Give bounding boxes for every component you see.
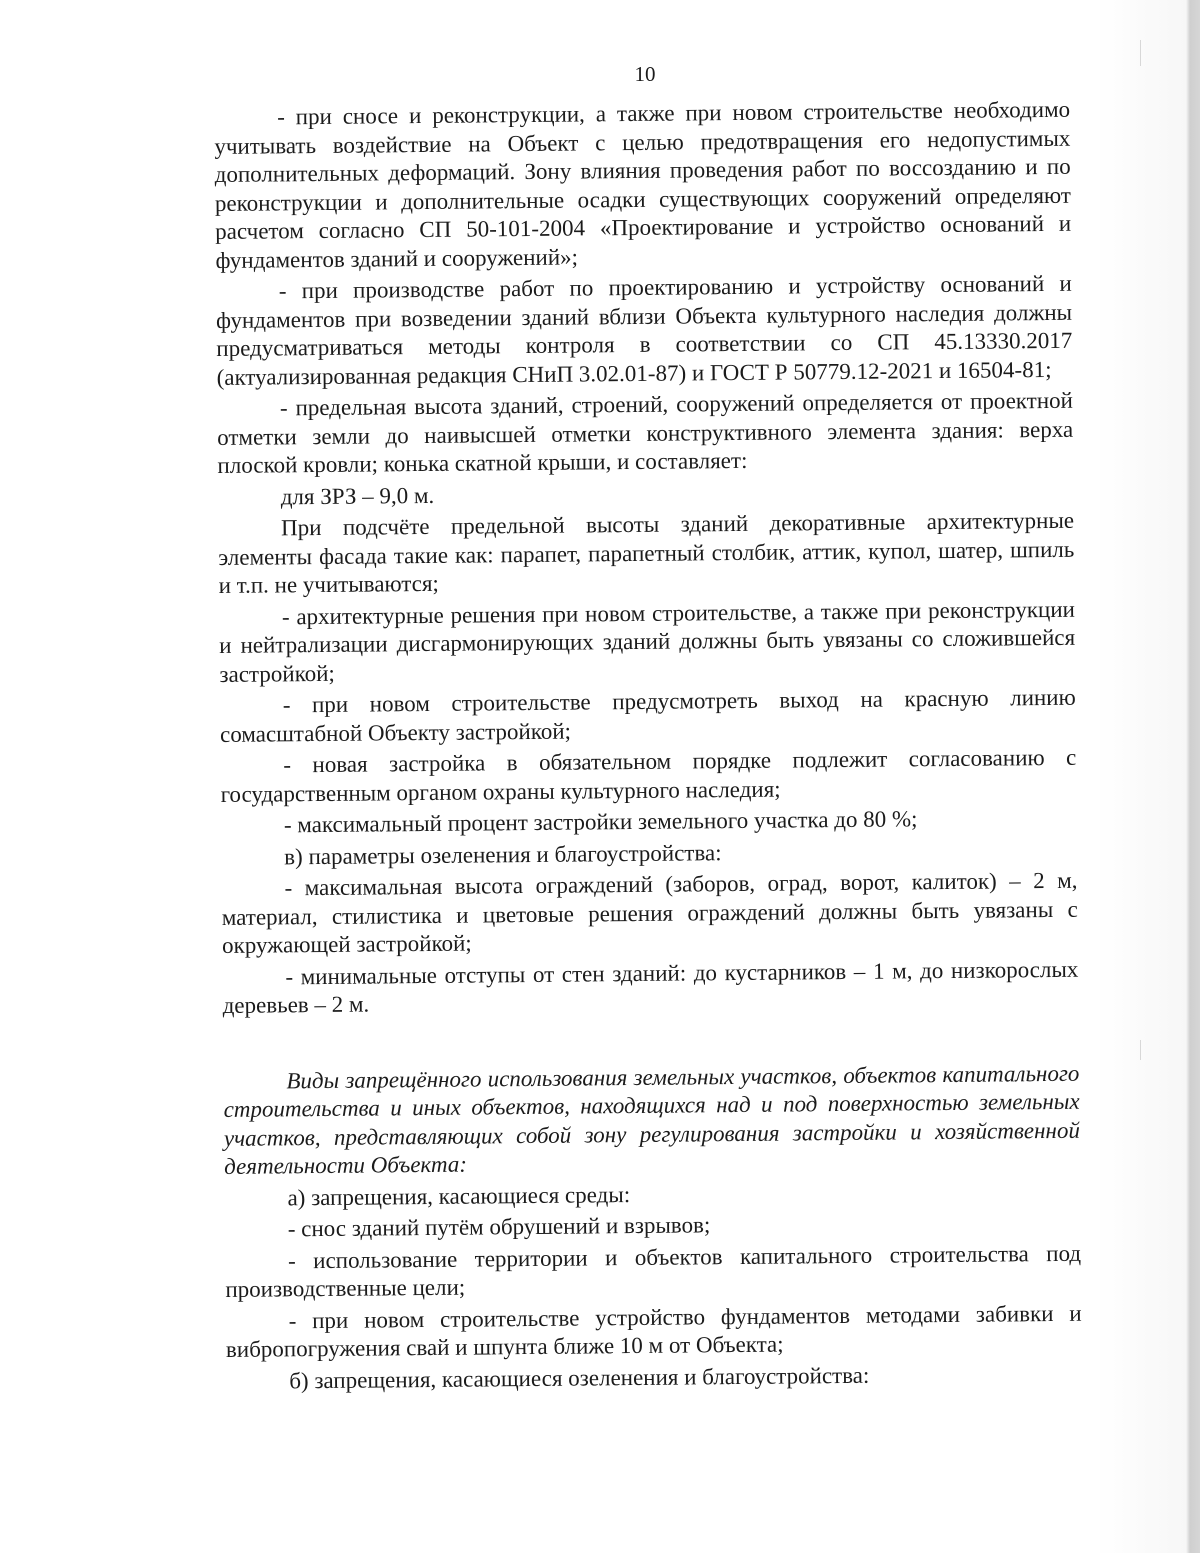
paragraph: - при сносе и реконструкции, а также при новом строительстве необходимо учитывать воздействие на Объект с целью предотвращения его недопустимых дополнительных деформаций. Зону влияния проведения работ по воссозданию и по реконструкции и дополнительные осадки существующих сооружений определяют расчетом согласно СП 50-101-2004 «Проектирование и устройство оснований и фундаментов зданий и сооружений»; (214, 96, 1072, 273)
paragraph: - максимальный процент застройки земельного участка до 80 %; (283, 806, 918, 838)
paragraph: - архитектурные решения при новом строительстве, а также при реконструкции и нейтрализации дисгармонирующих зданий должны быть увязаны со сложившейся застройкой; (219, 596, 1076, 687)
paragraph: - минимальные отступы от стен зданий: до кустарников – 1 м, до низкорослых деревьев – 2 м. (222, 956, 1079, 1018)
paragraph: а) запрещения, касающиеся среды: (287, 1181, 631, 1210)
paragraph: - использование территории и объектов капитального строительства под производственные цели; (225, 1240, 1082, 1302)
paragraph: - при производстве работ по проектированию и устройству оснований и фундаментов при возведении зданий вблизи Объекта культурного наследия должны предусматриваться методы контроля в соответствии со СП 45.13330.2017 (актуализированная редакция СНиП 3.02.01-87) и ГОСТ Р 50779.12-2021 и 16504-81; (215, 270, 1073, 390)
paragraph: для ЗРЗ – 9,0 м. (280, 482, 435, 509)
paragraph: - снос зданий путём обрушений и взрывов; (287, 1212, 711, 1242)
page-number: 10 (634, 62, 656, 86)
paragraph: - максимальная высота ограждений (заборов, оград, ворот, калиток) – 2 м, материал, стилистика и цветовые решения ограждений должны быть увязаны с окружающей застройкой; (221, 867, 1078, 958)
scan-edge-shadow (1096, 0, 1200, 1553)
document-body (214, 96, 1082, 1399)
scan-edge-mark (1140, 1040, 1141, 1060)
paragraph: При подсчёте предельной высоты зданий декоративные архитектурные элементы фасада такие как: парапет, парапетный столбик, аттик, купол, шатер, шпиль и т.п. не учитываются; (218, 507, 1075, 598)
paragraph: - при новом строительстве предусмотреть выход на красную линию сомасштабной Объекту застройкой; (219, 684, 1076, 747)
section-heading: Виды запрещённого использования земельных участков, объектов капитального строительства и иных объектов, находящихся над и под поверхностью земельных участков, представляющих собой зону регулирования застройки и хозяйственной деятельности Объекта: (223, 1060, 1081, 1179)
paragraph: - при новом строительстве устройство фундаментов методами забивки и вибропогружения свай и шпунта ближе 10 м от Объекта; (225, 1300, 1082, 1362)
paragraph: - предельная высота зданий, строений, сооружений определяется от проектной отметки земли до наивысшей отметки конструктивного элемента здания: верха плоской кровли; конька скатной крыши, и составляет: (217, 387, 1074, 478)
paragraph: б) запрещения, касающиеся озеленения и благоустройства: (289, 1362, 870, 1393)
paragraph: - новая застройка в обязательном порядке подлежит согласованию с государственным органом охраны культурного наследия; (220, 744, 1077, 807)
paragraph: в) параметры озеленения и благоустройства: (284, 839, 722, 869)
